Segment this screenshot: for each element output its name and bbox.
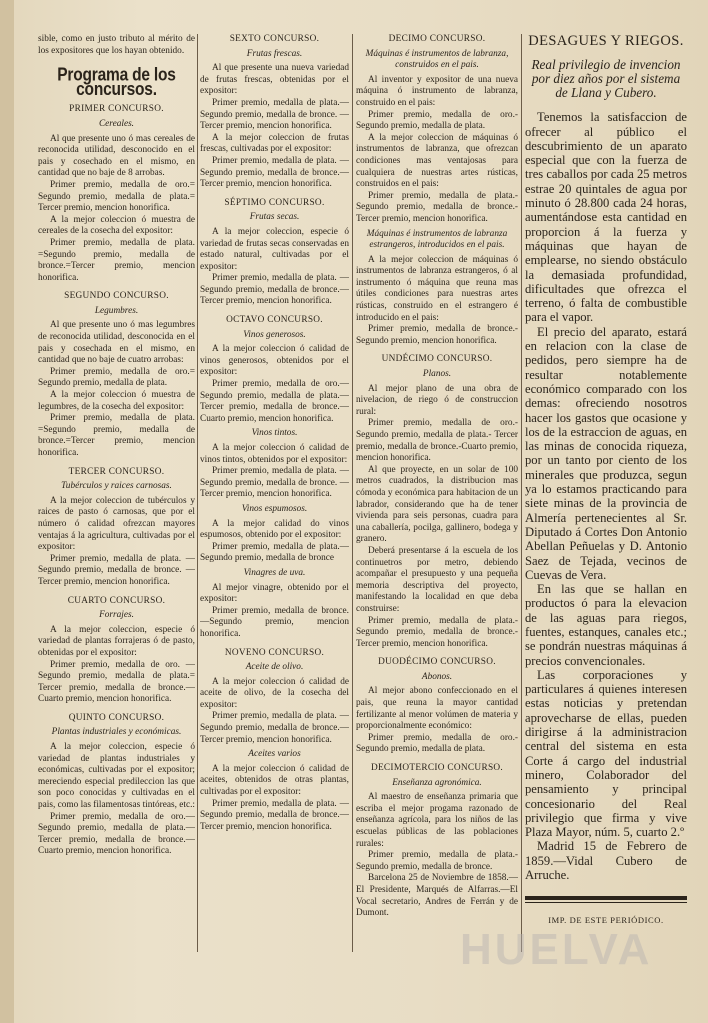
paragraph: A la mejor coleccion de máquinas ó instrumentos de labranza estrangeros, ó al instrumento ó máquina que reuna mas útiles condiciones para nuestras artes rústicas, construido en el estrangero é introducido en el pais:	[356, 254, 518, 323]
ad-paragraph: El precio del aparato, estará en relacion con la clase de pedidos, pero siempre ha de resultar notablemente económico comparado con los demas: ofreciendo nosotros hacer los gastos que ocasione y los de la estraccion de aguas, en las minas de conocida riqueza, por un tanto por ciento de los minerales que produzca, segun ya lo estamos practicando para siete minas de la provincia de Almería pertenecientes al Sr. Diputado á Cortes Don Antonio Abellan Peñuelas y D. Antonio Saez de Tejada, vecinos de Cuevas de Vera.	[525, 324, 687, 582]
paragraph: Primer premio, medalla de plata.- Segundo premio, medalla de bronce.	[356, 850, 518, 872]
paragraph: A la mejor coleccion ó calidad de aceites, obtenidos de otras plantas, cultivadas por el expositor:	[200, 763, 349, 798]
section-subheading: Enseñanza agronómica.	[392, 777, 482, 788]
column-3	[356, 34, 518, 920]
ad-paragraph: En las que se hallan en productos ó para la elevacion de las aguas para riegos, fuentes, estanques, canales etc.; se pondrán nuestras máquinas á precios convencionales.	[525, 582, 687, 668]
section-heading: QUINTO CONCURSO.	[68, 712, 165, 723]
section-heading: TERCER CONCURSO.	[68, 466, 165, 477]
section-heading: DÉCIMO CONCURSO.	[388, 34, 486, 44]
paragraph: Primer premio, medalla de plata. =Segundo premio, medalla de bronce.=Tercer premio, mencion honorifica.	[38, 237, 195, 283]
paragraph: Deberá presentarse á la escuela de los continuetros por metro, debiendo acompañar el presupuesto y una pequeña memoria descriptiva del proyecto, manifestando la localidad en que deba construirse:	[356, 545, 518, 614]
program-title: Programa de los concursos.	[57, 65, 176, 100]
column-rule	[352, 34, 353, 952]
column-rule	[521, 34, 522, 952]
section-subheading: Vinagres de uva.	[243, 567, 306, 578]
archive-watermark: HUELVA	[460, 925, 653, 974]
section-heading: SEXTO CONCURSO.	[229, 34, 320, 44]
signature-block: Barcelona 25 de Noviembre de 1858.—El Presidente, Marqués de Alfarras.—El Vocal secretario, Andres de Ferrán y de Dumont.	[356, 873, 518, 919]
paragraph: A la mejor coleccion, especie ó variedad de plantas forrajeras ó de pasto, obtenidas por el expositor:	[38, 624, 195, 658]
column-1	[38, 34, 195, 858]
section-subheading: Aceites varios	[248, 749, 301, 760]
paragraph: A la mejor coleccion, especie ó variedad de plantas industriales y económicas, cultivadas por el expositor; mereciendo especial predileccion las que son poco conocidas y cultivadas en el pais, como las filamentosas tintóreas, etc.:	[38, 742, 195, 811]
paragraph: Al inventor y expositor de una nueva máquina ó instrumento de labranza, construido en el pais:	[356, 74, 518, 108]
paragraph: A la mejor coleccion de frutas frescas, cultivadas por el expositor:	[200, 132, 349, 155]
ad-dateline: Madrid 15 de Febrero de 1859.—Vidal Cubero de Arruche.	[525, 839, 687, 883]
paragraph: Primer premio, medalla de plata.— Segundo premio, medalla de bronce. —Tercer premio, mencion honorifica.	[200, 97, 349, 132]
ad-paragraph: Tenemos la satisfaccion de ofrecer al público el descubrimiento de un aparato especial que con la fuerza de tres caballos por cada 25 metros estrae 20 quintales de agua por minuto ó 28.800 cada 24 horas, aumentándose esta cantidad en proporcion á la fuerza y máquinas que hayan de emplearse, no siendo obstáculo la demasiada profundidad, dificultades que ofrezca el terreno, ó falta de combustible para el vapor.	[525, 110, 687, 325]
section-heading: OCTAVO CONCURSO.	[226, 315, 323, 326]
paragraph: Primer premio, medalla de oro.-Segundo premio, medalla de plata.- Tercer premio, medalla de bronce.-Cuarto premio, mencion honorifica.	[356, 418, 518, 464]
paragraph: Primer premio, medalla de plata. —Segundo premio, medalla de bronce.—Tercer premio, mencion honorifica.	[200, 798, 349, 832]
section-subheading: Planos.	[422, 369, 452, 380]
section-subheading: Máquinas é instrumentos de labranza, construidos en el pais.	[365, 48, 509, 71]
column-4-advertisement	[525, 34, 687, 928]
paragraph: Primer premio, medalla de bronce.- Segundo premio, mencion honorifica.	[356, 324, 518, 346]
paragraph: Primer premio, medalla de oro.— Segundo premio, medalla de plata.— Tercer premio, medalla de bronce.— Cuarto premio, mencion honorifica.	[38, 811, 195, 857]
paragraph: Primer premio, medalla de oro. — Segundo premio, medalla de plata.= Tercer premio, medalla de bronce.— Cuarto premio, mencion honorifica.	[38, 659, 195, 705]
section-subheading: Vinos generosos.	[243, 329, 306, 340]
paragraph: Al mejor plano de una obra de nivelacion, de riego ó de construccion rural:	[356, 383, 518, 417]
section-subheading: Frutas frescas.	[246, 48, 303, 59]
paragraph: Al que presente uno ó mas cereales de reconocida utilidad, desconocido en el pais y cosechado en el mismo, en cantidad que no baje de 8 arrobas.	[38, 133, 195, 179]
paragraph: Primer premio, medalla de oro.-Segundo premio, medalla de plata.	[356, 109, 518, 132]
intro-text: sible, como en justo tributo al mérito de los expositores que los hayan obtenido.	[38, 34, 195, 56]
paragraph: Primer premio, medalla de oro.= Segundo premio, medalla de plata.= Tercer premio, mencion honorifica.	[38, 179, 195, 214]
section-heading: NOVENO CONCURSO.	[224, 647, 325, 658]
paragraph: Primer premio, medalla de plata. —Segundo premio, medalla de bronce.—Tercer premio, mencion honorifica.	[200, 711, 349, 745]
ad-title: DESAGUES Y RIEGOS.	[528, 34, 684, 49]
section-heading: PRIMER CONCURSO.	[69, 104, 164, 115]
section-subheading: Legumbres.	[94, 305, 139, 316]
paragraph: A la mejor coleccion ó calidad de vinos generosos, obtenidos por el expositor:	[200, 344, 349, 378]
section-subheading: Frutas secas.	[249, 212, 300, 223]
paragraph: A la mejor coleccion de máquinas ó instrumentos de labranza, que ofrezcan condiciones mas ventajosas para cualquiera de nuestras artes rústicas, construidos en el pais:	[356, 132, 518, 190]
section-subheading: Abonos.	[421, 671, 453, 682]
paragraph: A la mejor coleccion ó muestra de cereales de la cosecha del expositor:	[38, 214, 195, 237]
paragraph: Al que presente una nueva variedad de frutas frescas, obtenidas por el expositor:	[200, 63, 349, 97]
section-subheading: Tubérculos y raices carnosas.	[61, 481, 172, 492]
section-heading: UNDÉCIMO CONCURSO.	[381, 354, 493, 365]
paragraph: A la mejor coleccion ó muestra de legumbres, de la cosecha del expositor:	[38, 390, 195, 412]
paragraph: A la mejor coleccion, especie ó variedad de frutas secas conservadas en estado natural, cultivadas por el expositor:	[200, 226, 349, 272]
paragraph: Primer premio, medalla de plata. —Segundo premio, medalla de bronce.—Tercer premio, mencion honorifica.	[200, 155, 349, 190]
ad-paragraph: Las corporaciones y particulares á quienes interesen estas noticias y pretendan aprovecharse de ellas, pueden dirigirse á la administracion central del sistema en esta Corte á cargo del industrial minero, Colaborador del pensamiento y principal concesionario del Real privilegio que firma y vive Plaza Mayor, núm. 5, cuarto 2.º	[525, 667, 687, 840]
paragraph: Primer premio, medalla de bronce. —Segundo premio, mencion honorifica.	[200, 605, 349, 639]
section-heading: DUODÉCIMO CONCURSO.	[378, 657, 496, 668]
paragraph: Al que presente uno ó mas legumbres de reconocida utilidad, desconocida en el pais y cosechada en el mismo, en cantidad que no baje de cuatro arrobas:	[38, 320, 195, 366]
section-subheading: Máquinas é instrumentos de labranza estrangeros, introducidos en el pais.	[366, 228, 508, 251]
paragraph: Al que proyecte, en un solar de 100 metros cuadrados, la distribucion mas cómoda y económica para habitacion de un labrador, considerando que ha de tener vivienda para seis personas, cuadra para una caballería, pocilga, gallinero, bodega y granero.	[356, 464, 518, 545]
paragraph: Al mejor abono confeccionado en el pais, que reuna la mayor cantidad fertilizante al menor volúmen de materia y proporcionalmente económico:	[356, 686, 518, 732]
paragraph: A la mejor calidad do vinos espumosos, obtenido por el expositor:	[200, 518, 349, 541]
paragraph: Primer premio, medalla de plata.— Segundo premio, medalla de bronce	[200, 541, 349, 564]
paragraph: Primer premio, medalla de plata. =Segundo premio, medalla de bronce.=Tercer premio, mencion honorifica.	[38, 413, 195, 458]
paragraph: A la mejor coleccion ó calidad de vinos tintos, obtenidos por el expositor:	[200, 443, 349, 465]
paragraph: Al maestro de enseñanza primaria que escriba el mejor progama razonado de enseñanza agrícola, para los niños de las escuelas públicas de las poblaciones rurales:	[356, 792, 518, 849]
section-subheading: Vinos espumosos.	[241, 503, 308, 514]
paragraph: Primer premio, medalla de oro.= Segundo premio, medalla de plata.	[38, 366, 195, 389]
section-heading: SEGUNDO CONCURSO.	[64, 291, 169, 302]
page-edge-shadow	[0, 0, 14, 1023]
column-rule	[197, 34, 198, 952]
paragraph: Primer premio, medalla de plata.- Segundo premio, medalla de bronce.- Tercer premio, mencion honorifica.	[356, 615, 518, 649]
paragraph: A la mejor coleccion ó calidad de aceite de olivo, de la cosecha del expositor:	[200, 676, 349, 710]
paragraph: Al mejor vinagre, obtenido por el expositor:	[200, 582, 349, 605]
ad-privilege: Real privilegio de invencion por diez años por el sistema de Llana y Cubero.	[531, 57, 681, 101]
paragraph: Primer premio, medalla de oro.— Segundo premio, medalla de plata.— Tercer premio, medalla de bronce.— Cuarto premio, mencion honorifica.	[200, 379, 349, 424]
paragraph: Primer premio, medalla de plata. —Segundo premio, medalla de bronce. —Tercer premio, mencion honorifica.	[200, 466, 349, 500]
paragraph: Primer premio, medalla de plata. —Segundo premio, medalla de bronce. — Tercer premio, mencion honorifica.	[38, 553, 195, 587]
closing-rule	[525, 896, 687, 900]
section-subheading: Cereales.	[98, 118, 135, 129]
imprint: IMP. DE ESTE PERIÓDICO.	[548, 915, 664, 926]
section-heading: CUARTO CONCURSO.	[67, 595, 166, 606]
paragraph: Primer premio, medalla de oro.-Segundo premio, medalla de plata.	[356, 732, 518, 755]
paragraph: Primer premio, medalla de plata. —Segundo premio, medalla de bronce.—Tercer premio, mencion honorifica.	[200, 273, 349, 307]
section-subheading: Vinos tintos.	[251, 428, 298, 439]
section-heading: DECIMOTERCIO CONCURSO.	[370, 763, 504, 774]
paragraph: Primer premio, medalla de plata.- Segundo premio, medalla de bronce.- Tercer premio, mencion honorifica.	[356, 190, 518, 224]
section-subheading: Forrajes.	[99, 610, 134, 621]
section-subheading: Aceite de olivo.	[245, 662, 304, 673]
closing-rule-thin	[525, 902, 687, 903]
section-heading: SÉPTIMO CONCURSO.	[224, 197, 325, 208]
section-subheading: Plantas industriales y económicas.	[51, 727, 182, 738]
column-2	[200, 34, 349, 833]
paragraph: A la mejor coleccion de tubérculos y raices de pasto ó carnosas, que por el número ó calidad ofrezcan mayores ventajas á la agricultura, cultivadas por el expositor:	[38, 495, 195, 553]
